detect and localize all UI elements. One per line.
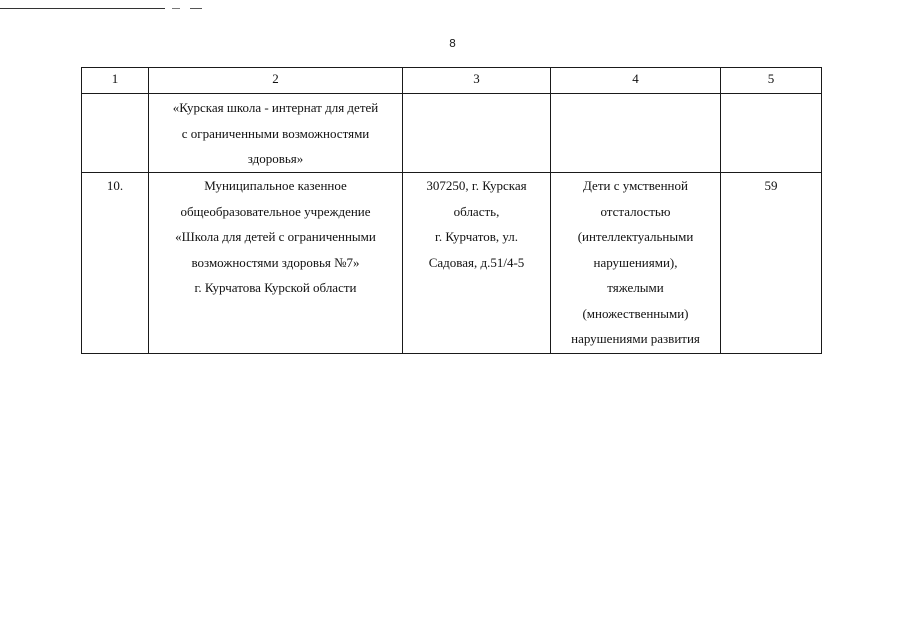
category-line: отсталостью: [600, 203, 671, 219]
category-line: Дети с умственной: [583, 178, 688, 193]
category-line: тяжелыми: [607, 280, 664, 295]
address-line: Садовая, д.51/4-5: [428, 254, 525, 270]
scan-artifact-line: [172, 8, 180, 9]
row-number-cell: [82, 94, 149, 173]
institutions-table: [81, 67, 822, 354]
count-cell: [721, 94, 822, 173]
scan-artifact-line: [190, 8, 202, 9]
column-number-row: [82, 68, 822, 94]
row-number-cell: 10.: [82, 173, 149, 354]
address-cell: [403, 94, 551, 173]
address-line: область,: [453, 203, 500, 219]
institution-name-line: Муниципальное казенное: [204, 178, 347, 193]
page-number: 8: [449, 37, 456, 50]
table-row: [82, 173, 822, 354]
count-cell: 59: [721, 173, 822, 354]
address-line: г. Курчатов, ул.: [434, 229, 519, 244]
category-cell: [551, 94, 721, 173]
column-header: 5: [721, 68, 822, 94]
category-cell: [551, 173, 721, 354]
institution-name-line: «Курская школа - интернат для детей: [172, 100, 379, 115]
scan-artifact-line: [0, 8, 165, 9]
institution-name-cell: [149, 94, 403, 173]
institution-name-line: общеобразовательное учреждение: [180, 203, 371, 219]
category-line: нарушениями),: [593, 254, 678, 270]
institution-name-cell: [149, 173, 403, 354]
address-cell: [403, 173, 551, 354]
institution-name-line: г. Курчатова Курской области: [194, 280, 357, 295]
table-row: [82, 94, 822, 173]
column-header: 3: [403, 68, 551, 94]
institution-name-line: с ограниченными возможностями: [181, 125, 370, 141]
institution-name-line: «Школа для детей с ограниченными: [175, 229, 376, 244]
column-header: 4: [551, 68, 721, 94]
category-line: нарушениями развития: [571, 331, 700, 346]
column-header: 1: [82, 68, 149, 94]
column-header: 2: [149, 68, 403, 94]
category-line: (множественными): [582, 305, 689, 321]
address-line: 307250, г. Курская: [426, 178, 527, 193]
institution-name-line: здоровья»: [247, 151, 304, 166]
category-line: (интеллектуальными: [577, 229, 694, 244]
institution-name-line: возможностями здоровья №7»: [191, 254, 360, 270]
